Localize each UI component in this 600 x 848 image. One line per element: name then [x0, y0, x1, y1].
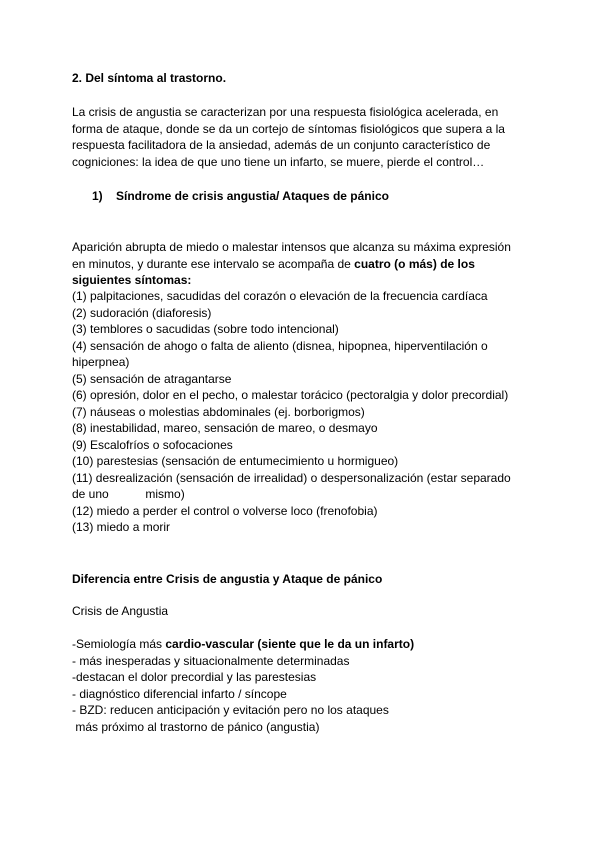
symptom-item: (8) inestabilidad, mareo, sensación de mareo, o desmayo	[72, 421, 378, 435]
symptom-item: (12) miedo a perder el control o volverse loco (frenofobia)	[72, 503, 378, 518]
symptom-item: (5) sensación de atragantarse	[72, 371, 232, 386]
difference-item: -destacan el dolor precordial y las parestesias	[72, 670, 317, 684]
subsection-heading	[92, 189, 389, 203]
syndrome-description	[72, 239, 532, 289]
difference-item: - diagnóstico diferencial infarto / síncope	[72, 686, 287, 701]
symptom-item: (13) miedo a morir	[72, 520, 171, 534]
symptom-item: (1) palpitaciones, sacudidas del corazón o elevación de la frecuencia cardíaca	[72, 289, 488, 303]
symptom-item: (2) sudoración (diaforesis)	[72, 305, 212, 320]
intro-line: cogniciones: la idea de que uno tiene un infarto, se muere, pierde el control…	[72, 154, 485, 169]
symptom-item: (10) parestesias (sensación de entumecimiento u hormigueo)	[72, 454, 399, 468]
symptom-item: (7) náuseas o molestias abdominales (ej. borborigmos)	[72, 404, 365, 419]
symptom-item: (4) sensación de ahogo o falta de aliento (disnea, hipopnea, hiperventilación o	[72, 338, 488, 353]
difference-item: - más inesperadas y situacionalmente determinadas	[72, 653, 350, 668]
symptom-item: de uno mismo)	[72, 487, 185, 501]
description-emphasis: cuatro (o más) de los	[354, 256, 475, 271]
difference-item-emphasis: cardio-vascular (siente que le da un infarto)	[165, 637, 415, 651]
intro-line: La crisis de angustia se caracterizan por una respuesta fisiológica acelerada, en	[72, 105, 499, 119]
description-line: Aparición abrupta de miedo o malestar intensos que alcanza su máxima expresión	[72, 240, 511, 254]
symptom-item: (3) temblores o sacudidas (sobre todo intencional)	[72, 322, 339, 336]
difference-item: - BZD: reducen anticipación y evitación pero no los ataques	[72, 703, 389, 717]
symptom-item: hiperpnea)	[72, 355, 130, 369]
description-text: en minutos, y durante ese intervalo se acompaña de	[72, 256, 355, 271]
difference-item-text: -Semiología más	[72, 637, 166, 651]
intro-paragraph	[72, 104, 532, 170]
symptom-item: (11) desrealización (sensación de irrealidad) o despersonalización (estar separado	[72, 470, 511, 485]
difference-heading: Diferencia entre Crisis de angustia y Ataque de pánico	[72, 572, 383, 586]
intro-line: forma de ataque, donde se da un cortejo de síntomas fisiológicos que supera a la	[72, 121, 505, 136]
description-line	[72, 256, 532, 273]
difference-list	[72, 636, 532, 735]
subsection-number: 1)	[92, 189, 103, 203]
difference-item	[72, 636, 532, 653]
difference-item: más próximo al trastorno de pánico (angustia)	[72, 719, 320, 734]
intro-line: respuesta facilitadora de la ansiedad, además de un conjunto característico de	[72, 138, 491, 152]
symptom-item: (6) opresión, dolor en el pecho, o malestar torácico (pectoralgia y dolor precordial)	[72, 388, 509, 402]
subsection-title: Síndrome de crisis angustia/ Ataques de pánico	[116, 189, 389, 203]
difference-subtitle: Crisis de Angustia	[72, 604, 169, 618]
symptoms-list	[72, 288, 532, 536]
description-emphasis: siguientes síntomas:	[72, 273, 192, 287]
symptom-item: (9) Escalofríos o sofocaciones	[72, 437, 233, 452]
section-title: 2. Del síntoma al trastorno.	[72, 71, 227, 85]
